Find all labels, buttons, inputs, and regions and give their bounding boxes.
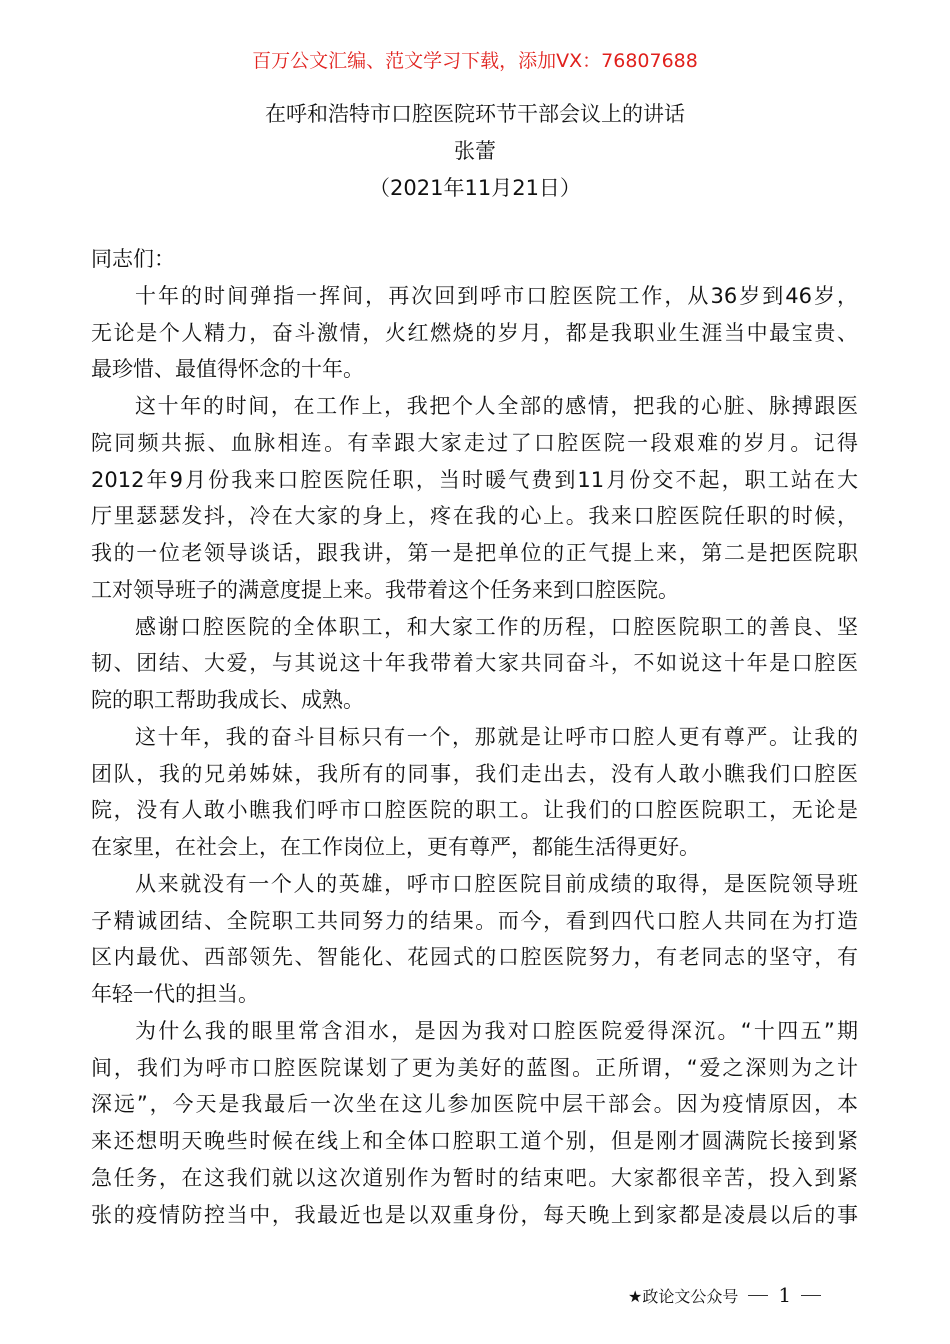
speech-body — [91, 241, 858, 1233]
paragraph-line: 院，没有人敢小瞧我们呼市口腔医院的职工。让我们的口腔医院职工，无论是 — [91, 798, 858, 823]
paragraph-line: 为什么我的眼里常含泪水，是因为我对口腔医院爱得深沉。“十四五”期 — [135, 1018, 858, 1043]
paragraph-line: 张的疫情防控当中，我最近也是以双重身份，每天晚上到家都是凌晨以后的事 — [91, 1202, 858, 1227]
document-title: 在呼和浩特市口腔医院环节干部会议上的讲话 — [265, 102, 685, 126]
paragraph-line: 在家里，在社会上，在工作岗位上，更有尊严，都能生活得更好。 — [91, 835, 700, 859]
paragraph-line: 从来就没有一个人的英雄，呼市口腔医院目前成绩的取得，是医院领导班 — [135, 871, 858, 896]
paragraph-line: 这十年的时间，在工作上，我把个人全部的感情，把我的心脏、脉搏跟医 — [135, 394, 858, 418]
paragraph-line: 子精诚团结、全院职工共同努力的结果。而今，看到四代口腔人共同在为打造 — [91, 908, 858, 933]
paragraph-line: 间，我们为呼市口腔医院谋划了更为美好的蓝图。正所谓，“爱之深则为之计 — [91, 1055, 858, 1080]
paragraph-line: 2012年9月份我来口腔医院任职，当时暖气费到11月份交不起，职工站在大 — [91, 467, 858, 492]
speech-date: （2021年11月21日） — [369, 176, 581, 200]
paragraph-line: 院的职工帮助我成长、成熟。 — [91, 688, 364, 712]
paragraph-line: 我的一位老领导谈话，跟我讲，第一是把单位的正气提上来，第二是把医院职 — [91, 541, 858, 565]
footer-source: ★政论文公众号 — [628, 1286, 739, 1306]
paragraph-line: 来还想明天晚些时候在线上和全体口腔职工道个别，但是刚才圆满院长接到紧 — [91, 1129, 858, 1153]
dash — [801, 1295, 821, 1296]
paragraph-line: 这十年，我的奋斗目标只有一个，那就是让呼市口腔人更有尊严。让我的 — [135, 724, 858, 749]
paragraph-line: 无论是个人精力，奋斗激情，火红燃烧的岁月，都是我职业生涯当中最宝贵、 — [91, 320, 858, 345]
paragraph-line: 感谢口腔医院的全体职工，和大家工作的历程，口腔医院职工的善良、坚 — [135, 614, 858, 639]
promo-banner: 百万公文汇编、范文学习下载，添加VX：76807688 — [252, 50, 698, 72]
page-footer — [628, 1283, 821, 1307]
paragraph-line: 急任务，在这我们就以这次道别作为暂时的结束吧。大家都很辛苦，投入到紧 — [91, 1165, 858, 1190]
paragraph-line: 团队，我的兄弟姊妹，我所有的同事，我们走出去，没有人敢小瞧我们口腔医 — [91, 761, 858, 786]
paragraph-line: 区内最优、西部领先、智能化、花园式的口腔医院努力，有老同志的坚守，有 — [91, 945, 858, 970]
author-name: 张蕾 — [454, 139, 496, 163]
salutation: 同志们： — [91, 247, 175, 271]
paragraph-line: 最珍惜、最值得怀念的十年。 — [91, 357, 364, 382]
paragraph-line: 韧、团结、大爱，与其说这十年我带着大家共同奋斗，不如说这十年是口腔医 — [91, 651, 858, 676]
paragraph-line: 厅里瑟瑟发抖，冷在大家的身上，疼在我的心上。我来口腔医院任职的时候， — [91, 504, 858, 529]
dash — [748, 1295, 768, 1296]
page-number: 1 — [778, 1283, 792, 1307]
paragraph-line: 院同频共振、血脉相连。有幸跟大家走过了口腔医院一段艰难的岁月。记得 — [91, 430, 858, 455]
paragraph-line: 年轻一代的担当。 — [91, 982, 259, 1006]
paragraph-line: 深远”，今天是我最后一次坐在这儿参加医院中层干部会。因为疫情原因，本 — [91, 1092, 858, 1117]
paragraph-line: 十年的时间弹指一挥间，再次回到呼市口腔医院工作，从36岁到46岁， — [135, 283, 858, 308]
paragraph-line: 工对领导班子的满意度提上来。我带着这个任务来到口腔医院。 — [91, 577, 679, 602]
